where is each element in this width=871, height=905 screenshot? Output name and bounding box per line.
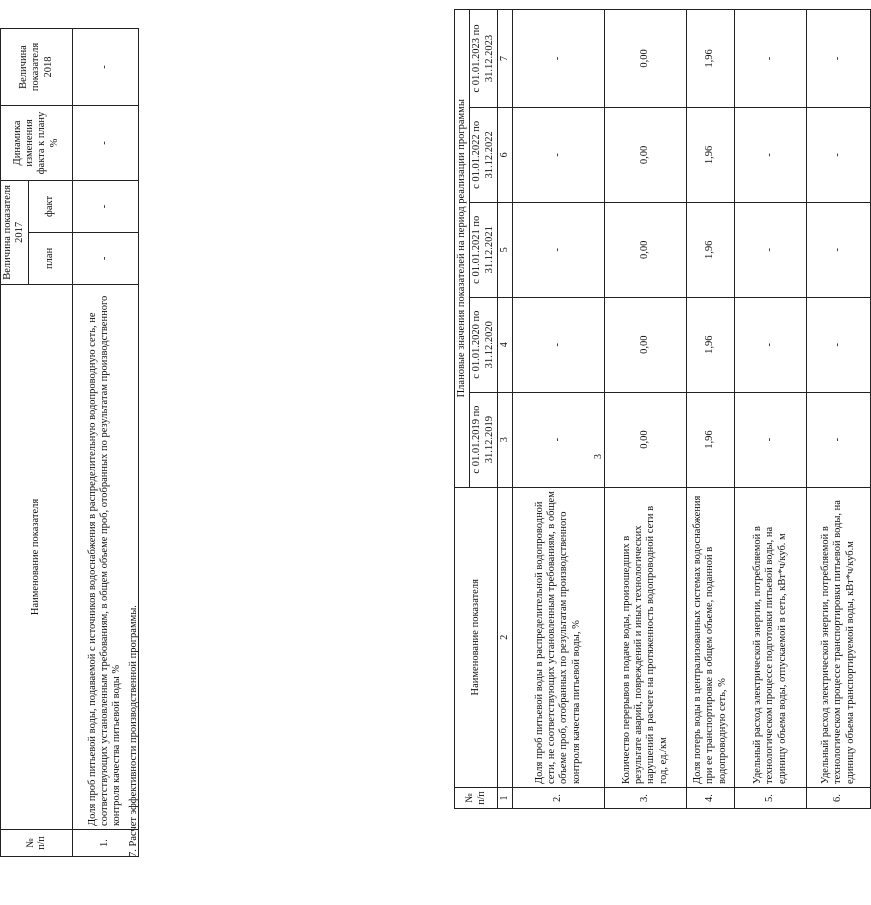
header-plan: план: [28, 232, 72, 284]
header-value-2018: Величина показателя 2018: [1, 29, 73, 106]
value-cell: 1,96: [686, 107, 734, 202]
header-period-2022: с 01.01.2022 по 31.12.2022: [470, 107, 498, 202]
column-number: 1: [498, 788, 513, 809]
header-value-2017: Величина показателя 2017: [1, 180, 29, 284]
header-dynamics: Динамика изменения факта к плану %: [1, 106, 73, 181]
indicator-name: Удельный расход электрической энергии, потребляемой в технологическом процессе подготовки питьевой воды, на единицу объема воды, отпускаемой в сеть, кВт*ч/куб. м: [734, 487, 806, 788]
table-header-row: [455, 10, 470, 809]
value-cell: -: [806, 10, 870, 108]
plan-value: -: [72, 232, 138, 284]
row-number: 6.: [806, 788, 870, 809]
row-number: 1.: [72, 830, 138, 857]
row-number: 5.: [734, 788, 806, 809]
table-row: [604, 10, 686, 809]
header-indicator-name: Наименование показателя: [455, 487, 498, 788]
table-row: [686, 10, 734, 809]
value-cell: -: [734, 392, 806, 487]
value-cell: -: [806, 297, 870, 392]
value-cell: -: [806, 392, 870, 487]
value-cell: -: [734, 107, 806, 202]
indicator-name: Удельный расход электрической энергии, потребляемой в технологическом процессе транспортировки питьевой воды, на единицу объема транспортируемой воды, кВт*ч/куб.м: [806, 487, 870, 788]
column-number: 2: [498, 487, 513, 788]
indicator-name: Доля потерь воды в централизованных системах водоснабжения при ее транспортировке в общем объеме, поданной в водопроводную сеть, %: [686, 487, 734, 788]
value-cell: 1,96: [686, 202, 734, 297]
value-cell: 0,00: [604, 202, 686, 297]
table-row: [512, 10, 604, 809]
header-period-2023: с 01.01.2023 по 31.12.2023: [470, 10, 498, 108]
value-cell: -: [734, 10, 806, 108]
value-cell: 1,96: [686, 297, 734, 392]
column-number: 7: [498, 10, 513, 108]
value-cell: -: [512, 297, 604, 392]
value-cell: 1,96: [686, 10, 734, 108]
header-indicator-name: Наименование показателя: [1, 284, 73, 829]
header-fact: факт: [28, 180, 72, 232]
column-number: 4: [498, 297, 513, 392]
column-number-row: [498, 10, 513, 809]
table-row: [806, 10, 870, 809]
value-cell: -: [512, 10, 604, 108]
indicator-name: Доля проб питьевой воды, подаваемой с источников водоснабжения в распределительную водопроводную сеть, не соответствующих установленным требованиям, в общем объеме проб, отобранных по результатам производственного контроля качества питьевой воды %: [72, 284, 138, 829]
dynamics-value: -: [72, 106, 138, 181]
indicator-name: Доля проб питьевой воды в распределительной водопроводной сети, не соответствующих установленным требованиям, в общем объеме проб, отобранных по результатам производственного контроля качества питьевой воды, %: [512, 487, 604, 788]
value-cell: -: [806, 202, 870, 297]
value-2018: -: [72, 29, 138, 106]
value-cell: -: [806, 107, 870, 202]
column-number: 5: [498, 202, 513, 297]
indicator-name: Количество перерывов в подаче воды, произошедших в результате аварий, повреждений и иных технологических нарушений в расчете на протяженность водопроводной сети в год, ед./км: [604, 487, 686, 788]
section-title: 7. Расчет эффективности производственной программы.: [128, 605, 139, 857]
value-cell: 0,00: [604, 10, 686, 108]
value-cell: 0,00: [604, 297, 686, 392]
value-cell: -: [512, 392, 604, 487]
row-number: 3.: [604, 788, 686, 809]
row-number: 4.: [686, 788, 734, 809]
table-row: [734, 10, 806, 809]
planned-values-table: [454, 9, 871, 809]
value-cell: -: [734, 202, 806, 297]
header-number: № п/п: [455, 788, 498, 809]
value-cell: 0,00: [604, 107, 686, 202]
header-number: № п/п: [1, 830, 73, 857]
header-period-2020: с 01.01.2020 по 31.12.2020: [470, 297, 498, 392]
header-period-2021: с 01.01.2021 по 31.12.2021: [470, 202, 498, 297]
header-planned-values: Плановые значения показателей на период реализации программы: [455, 10, 470, 488]
fact-value: -: [72, 180, 138, 232]
column-number: 3: [498, 392, 513, 487]
row-number: 2.: [512, 788, 604, 809]
value-cell: -: [734, 297, 806, 392]
page-number: 3: [593, 454, 604, 459]
value-cell: 1,96: [686, 392, 734, 487]
value-cell: -: [512, 202, 604, 297]
value-cell: 0,00: [604, 392, 686, 487]
value-cell: -: [512, 107, 604, 202]
header-period-2019: с 01.01.2019 по 31.12.2019: [470, 392, 498, 487]
column-number: 6: [498, 107, 513, 202]
